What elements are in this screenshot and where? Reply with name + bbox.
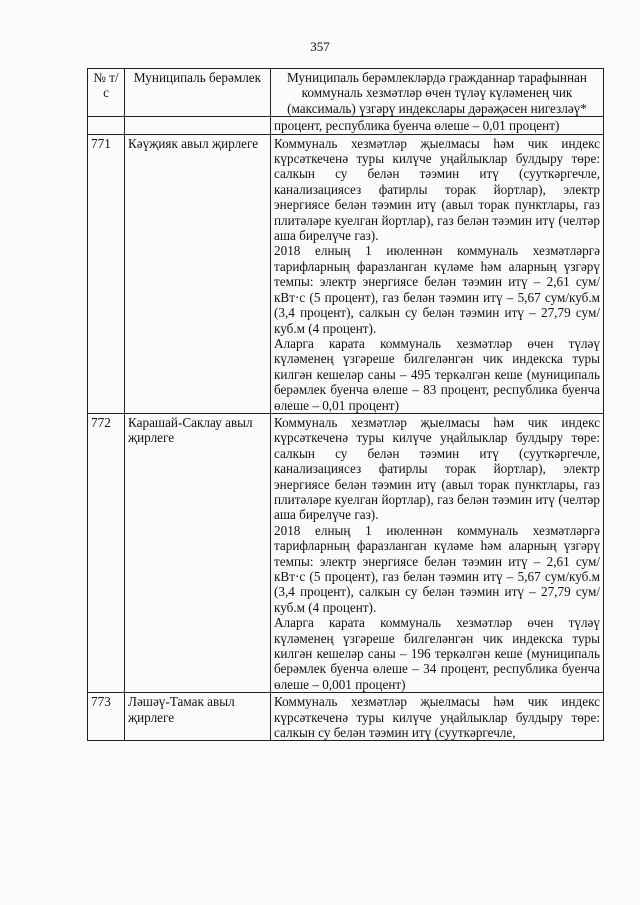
row-paragraph: Коммуналь хезмәтләр җыелмасы һәм чик индекс күрсәткеченә туры килүче уңайлыклар булдыру төре: салкын су белән тәэмин итү (сууткәргечле, канализациясез фатирлы торак йортлар), электр энергиясе белән тәэмин итү (авыл торак пунктлары, газ плитәләре куелган йортлар), газ белән тәэмин итү (челтәр аша бирелүче газ). bbox=[274, 135, 600, 244]
row-paragraph: Аларга карата коммуналь хезмәтләр өчен түләү күләменең үзгәреше билгеләнгән чик индекска туры килгән кешеләр саны – 196 теркәлгән кеше (муниципаль берәмлек буенча өлеше – 34 процент, республика буенча өлеше – 0,001 процент) bbox=[274, 615, 600, 692]
row-paragraph: 2018 елның 1 июленнән коммуналь хезмәтләргә тарифларның фаразланган күләме һәм аларның үзгәрү темпы: электр энергиясе белән тәэмин итү – 2,61 сум/кВт·с (5 процент), газ белән тәэмин итү – 5,67 сум/куб.м (3,4 процент), салкын су белән тәэмин итү – 27,79 сум/куб.м (4 процент). bbox=[274, 522, 600, 615]
row-number: 773 bbox=[88, 693, 125, 741]
row-number: 772 bbox=[88, 413, 125, 692]
row-paragraph: Аларга карата коммуналь хезмәтләр өчен түләү күләменең үзгәреше билгеләнгән чик индекска туры килгән кешеләр саны – 495 теркәлгән кеше (муниципаль берәмлек буенча өлеше – 83 процент, республика буенча өлеше – 0,01 процент) bbox=[274, 335, 600, 413]
row-description bbox=[271, 134, 604, 413]
row-municipality: Кәүҗияк авыл җирлеге bbox=[125, 134, 271, 413]
continuation-number-cell bbox=[88, 117, 125, 134]
header-municipality: Муниципаль берәмлек bbox=[125, 69, 271, 117]
continuation-row bbox=[88, 117, 604, 134]
table-header bbox=[88, 69, 604, 117]
continuation-municipality-cell bbox=[125, 117, 271, 134]
row-paragraph: 2018 елның 1 июленнән коммуналь хезмәтләргә тарифларның фаразланган күләме һәм аларның үзгәрү темпы: электр энергиясе белән тәэмин итү – 2,61 сум/кВт·с (5 процент), газ белән тәэмин итү – 5,67 сум/куб.м (3,4 процент), салкын су белән тәэмин итү – 27,79 сум/куб.м (4 процент). bbox=[274, 243, 600, 336]
table-row bbox=[88, 693, 604, 741]
row-description bbox=[271, 693, 604, 741]
continuation-text-cell bbox=[271, 117, 604, 134]
row-number: 771 bbox=[88, 134, 125, 413]
row-municipality: Ләшәү-Тамак авыл җирлеге bbox=[125, 693, 271, 741]
continuation-paragraph: процент, республика буенча өлеше – 0,01 процент) bbox=[274, 118, 560, 134]
table-body bbox=[88, 117, 604, 741]
header-description: Муниципаль берәмлекләрдә гражданнар тарафыннан коммуналь хезмәтләр өчен түләү күләменең чик (максималь) үзгәрү индекслары дәрәҗәсен нигезләү* bbox=[271, 69, 604, 117]
municipal-index-table bbox=[87, 68, 604, 741]
row-paragraph: Коммуналь хезмәтләр җыелмасы һәм чик индекс күрсәткеченә туры килүче уңайлыклар булдыру төре: салкын су белән тәэмин итү (сууткәргечле, канализациясез фатирлы торак йортлар), электр энергиясе белән тәэмин итү (авыл торак пунктлары, газ плитәләре куелган йортлар), газ белән тәэмин итү (челтәр аша бирелүче газ). bbox=[274, 414, 600, 523]
row-municipality: Карашай-Саклау авыл җирлеге bbox=[125, 413, 271, 692]
page-number: 357 bbox=[310, 39, 330, 54]
row-description bbox=[271, 413, 604, 692]
table-row bbox=[88, 134, 604, 413]
header-number: № т/с bbox=[88, 69, 125, 117]
table-row bbox=[88, 413, 604, 692]
row-paragraph: Коммуналь хезмәтләр җыелмасы һәм чик индекс күрсәткеченә туры килүче уңайлыклар булдыру төре: салкын су белән тәэмин итү (сууткәргечле, bbox=[274, 694, 600, 741]
